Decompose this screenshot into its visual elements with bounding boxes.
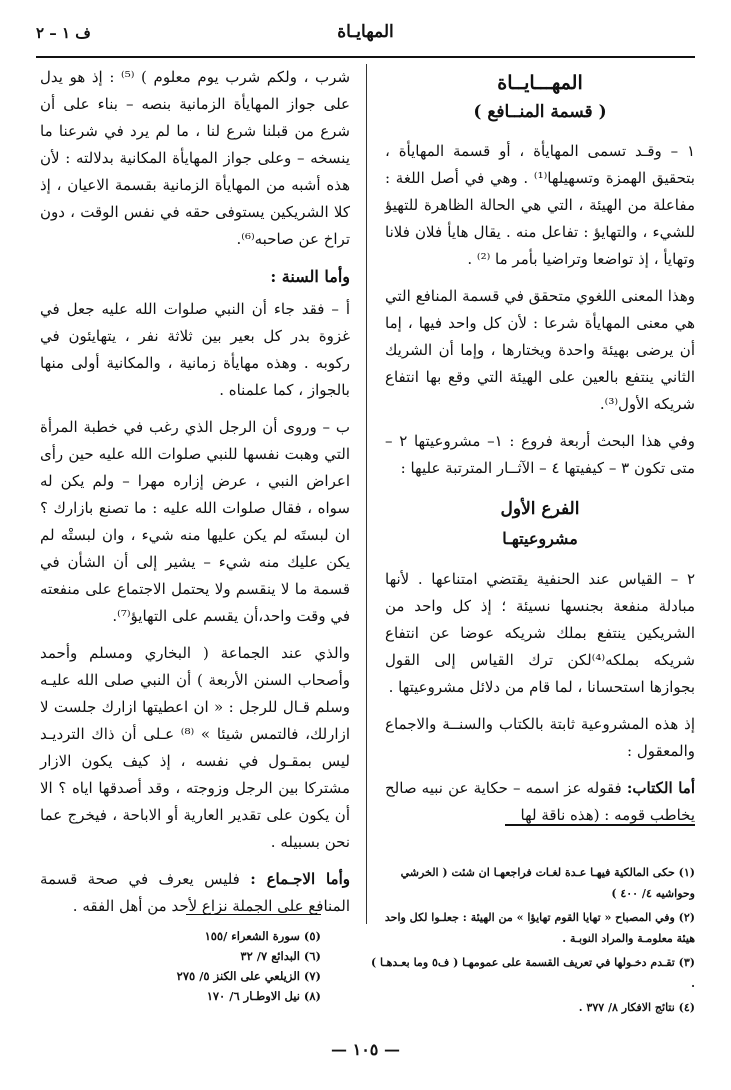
column-divider bbox=[366, 64, 367, 924]
section-code: ف ١ – ٢ bbox=[36, 24, 91, 42]
book-text: فقوله عز اسمه – حكاية عن نبيه صالح يخاطب قومه : (هذه ناقة لها bbox=[385, 779, 695, 824]
page-header bbox=[36, 18, 695, 46]
footnote-rule-left bbox=[186, 914, 321, 915]
page-number: — ١٠٥ — bbox=[331, 1040, 400, 1059]
paragraph-ijma bbox=[40, 866, 350, 920]
footnote-item: (٢) وفي المصباح « تهايا القوم تهايؤا » من الهيئة : جعلـوا لكل واحد هيئة معلومـة والمراد النوبـة . bbox=[384, 911, 695, 945]
footnote-item: (٨) نيل الاوطـار ٦/ ١٧٠ bbox=[206, 989, 321, 1003]
right-column bbox=[385, 64, 695, 839]
footnote-item: (٦) البدائع ٧/ ٣٢ bbox=[240, 949, 321, 963]
paragraph-sunna-b: ب – وروى أن الرجل الذي رغب في خطبة المرأة التي وهبت نفسها للنبي صلوات الله عليه حين رأى اعراض النبي ، عرض إزاره مهرا – ولم يكن له سواه ، فقال صلوات الله عليه : ما تصنع بازارك ؟ان لبستَه لم يكن عليها منه شيء ، وان لبستْه لم يكن عليك منه شيء – يشير إلى أن الشأن في قسمة ما لا ينقسم ولا يحتمل الاجتماع على منفعته في وقت واحد،أن يقسم على التهايؤ⁽⁷⁾. bbox=[40, 418, 350, 625]
branch-subtitle: مشروعيتهـا bbox=[502, 529, 578, 548]
sunna-heading: وأما السنة : bbox=[270, 267, 350, 286]
article-title: المهـــايــاة bbox=[497, 72, 583, 94]
ijma-label: وأما الاجـماع : bbox=[250, 870, 350, 888]
left-column bbox=[40, 64, 350, 930]
book-label: أما الكتاب: bbox=[626, 779, 695, 797]
branch-title: الفرع الأول bbox=[500, 499, 580, 519]
paragraph-jamaa: والذي عند الجماعة ( البخاري ومسلم وأحمد وأصحاب السنن الأربعة ) أن النبي صلى الله عليـه وسلم قـال للرجل : « ان اعطيتها ازارك جلست لا ازارلك، فالتمس شيئا » ⁽⁸⁾ عـلى أن ذاك الترديـد ليس بمقـول في نفسه ، إذ كيف يكون الازار مشتركا بين الرجل وزوجته ، وقد أصدقها اياه ؟ الا أن يكون على تقدير العارية أو الاباحة ، فيخرج عما نحن بسبيله . bbox=[40, 644, 350, 851]
footnote-item: (٤) نتائج الافكار ٨/ ٣٧٧ . bbox=[578, 1001, 695, 1014]
paragraph-meaning: وهذا المعنى اللغوي متحقق في قسمة المنافع التي هي معنى المهايأة شرعا : لأن كل واحد فيها ، إما أن يرضى بهيئة واحدة ويختارها ، وإما أن الشريك الثاني ينتفع بالعين على الهيئة التي وقع بها انتفاع شريكه الأول⁽³⁾. bbox=[385, 287, 695, 413]
ijma-text: فليس يعرف في صحة قسمة المنافع على الجملة نزاع لأحد من أهل الفقه . bbox=[40, 870, 350, 915]
footnote-item: (٧) الزيلعي على الكنز ٥/ ٢٧٥ bbox=[176, 969, 321, 983]
footnote-rule-right bbox=[505, 824, 695, 826]
footnote-item: (٣) تقـدم دخـولها في تعريف القسمة على عمومهـا ( ف٥ وما بعـدهـا ) . bbox=[370, 956, 695, 990]
paragraph-definition: ١ – وقـد تسمى المهايأة ، أو قسمة المهايأة ، بتحقيق الهمزة وتسهيلها⁽¹⁾ . وهي في أصل اللغة : مفاعلة من الهيئة ، التي هي الحالة الظاهرة للتهيؤ للشيء ، والتهايؤ : تفاعل منه . يقال هايأ فلان فلانا وتهايأ ، إذ تواضعا وتراضيا بأمر ما ⁽²⁾ . bbox=[385, 142, 695, 268]
paragraph-branches: وفي هذا البحث أربعة فروع : ١– مشروعيتها ٢ – متى تكون ٣ – كيفيتها ٤ – الآثــار المترتبة عليها : bbox=[385, 432, 695, 477]
footnotes-right bbox=[365, 862, 695, 1021]
header-rule bbox=[36, 56, 695, 58]
footnotes-left bbox=[130, 926, 321, 1006]
footnote-item: (٥) سورة الشعراء /١٥٥ bbox=[204, 929, 321, 943]
running-title: المهايـاة bbox=[337, 22, 394, 42]
paragraph-legitimacy: إذ هذه المشروعية ثابتة بالكتاب والسنــة والاجماع والمعقول : bbox=[385, 715, 695, 760]
paragraph-book bbox=[385, 775, 695, 829]
paragraph-analogy: ٢ – القياس عند الحنفية يقتضي امتناعها . لأنها مبادلة منفعة بجنسها نسيئة ؛ إذ كل واحد من الشريكين ينتفع بملك شريكه عوضا عن انتفاع شريكه بملكه⁽⁴⁾لكن ترك القياس إلى القول بجوازها استحسانا ، لما قام من دلائل مشروعيتها . bbox=[385, 570, 695, 696]
footnote-item: (١) حكى المالكية فيهـا عـدة لغـات فراجعهـا ان شئت ( الخرشي وحواشيه ٤/ ٤٠٠ ) bbox=[400, 866, 695, 900]
paragraph-sunna-a: أ – فقد جاء أن النبي صلوات الله عليه جعل في غزوة بدر كل بعير بين ثلاثة نفر ، يتهايئون في ركوبه . وهذه مهايأة زمانية ، والمكانية أولى منها بالجواز ، كما علمناه . bbox=[40, 300, 350, 399]
paragraph-continuation: شرب ، ولكم شرب يوم معلوم ) ⁽⁵⁾ : إذ هو يدل على جواز المهايأة الزمانية بنصه – بناء على أن شرع من قبلنا شرع لنا ، ما لم يرد في شرعنا ما ينسخه – وعلى جواز المهايأة المكانية بدلالته : لأن هذه أشبه من المهايأة الزمانية بقسمة الاعيان ، إذ كلا الشريكين يستوفى حقه في نفس الوقت ، دون تراخ عن صاحبه⁽⁶⁾. bbox=[40, 68, 351, 248]
article-subtitle: ( قسمة المنــافع ) bbox=[473, 102, 607, 122]
